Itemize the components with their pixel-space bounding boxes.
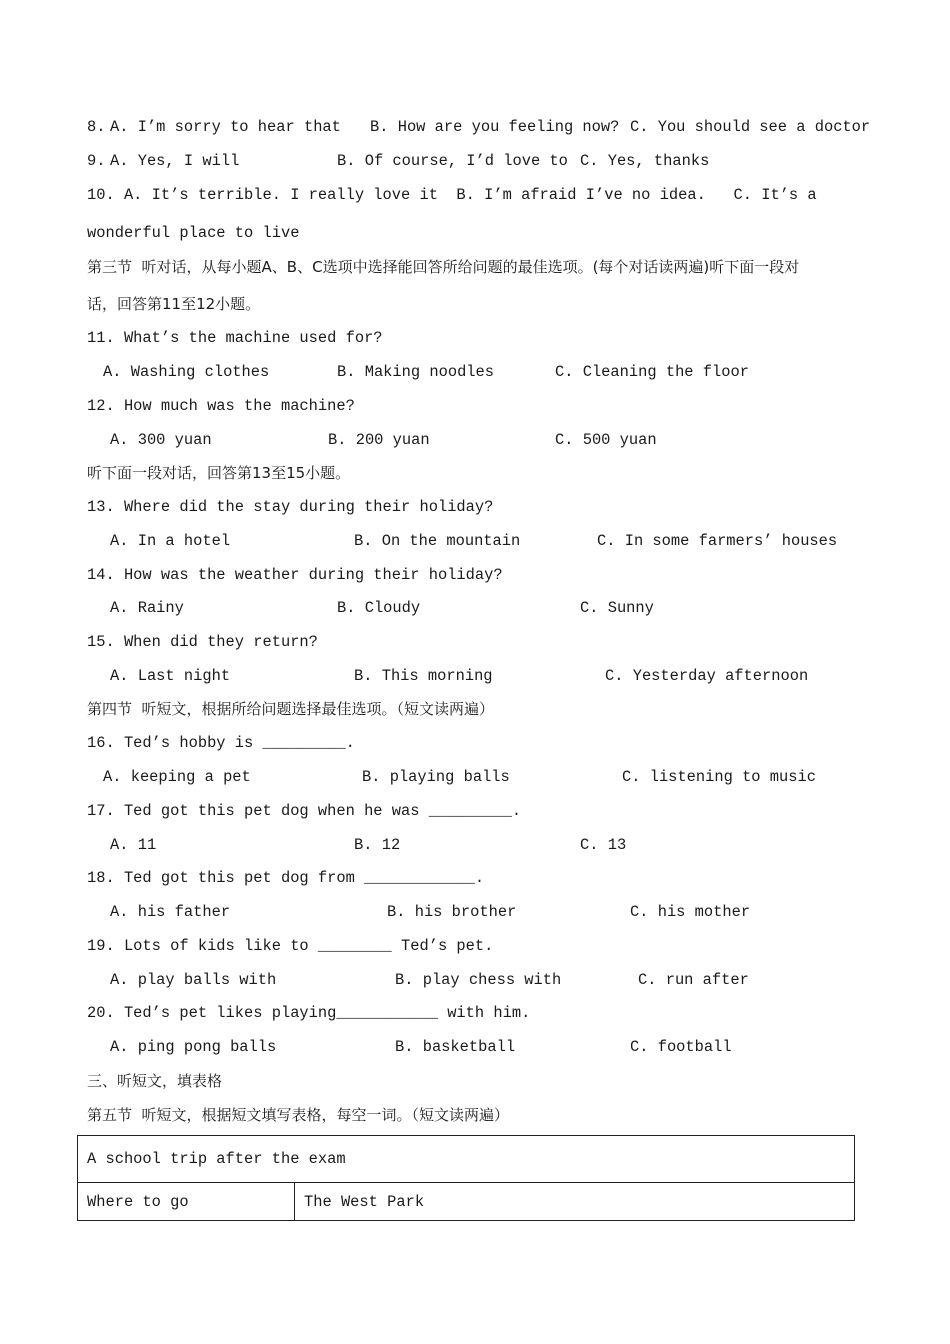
q18-question: 18. Ted got this pet dog from ____________. [87, 869, 485, 887]
q20-question: 20. Ted’s pet likes playing___________ with him. [87, 1004, 531, 1022]
q16-question: 16. Ted’s hobby is _________. [87, 734, 355, 752]
table-value-cell: The West Park [295, 1183, 855, 1221]
q9-number: 9. [87, 152, 106, 170]
table-title-cell: A school trip after the exam [78, 1136, 855, 1183]
section4-heading: 第四节 听短文，根据所给问题选择最佳选项。（短文读两遍） [87, 700, 495, 718]
q9-option-b: B. Of course, I’d love to [337, 152, 568, 170]
q10-line2: wonderful place to live [87, 224, 300, 242]
q17-question: 17. Ted got this pet dog when he was _________. [87, 802, 522, 820]
q11-option-c: C. Cleaning the floor [555, 363, 749, 381]
fill-in-table [77, 1135, 855, 1221]
q10-line1: 10. A. It’s terrible. I really love it B. I’m afraid I’ve no idea. C. It’s a [87, 186, 817, 204]
q14-question: 14. How was the weather during their holiday? [87, 566, 503, 584]
q12-option-b: B. 200 yuan [328, 431, 430, 449]
q17-option-a: A. 11 [110, 836, 157, 854]
q11-question: 11. What’s the machine used for? [87, 329, 383, 347]
q15-question: 15. When did they return? [87, 633, 318, 651]
q13-option-a: A. In a hotel [110, 532, 231, 550]
q17-option-b: B. 12 [354, 836, 401, 854]
q9-option-a: A. Yes, I will [110, 152, 240, 170]
q8-option-c: C. You should see a doctor [630, 118, 871, 136]
q13-question: 13. Where did the stay during their holiday? [87, 498, 494, 516]
q13-option-b: B. On the mountain [354, 532, 521, 550]
table-label-cell: Where to go [78, 1183, 295, 1221]
q16-option-c: C. listening to music [622, 768, 816, 786]
q12-option-a: A. 300 yuan [110, 431, 212, 449]
q19-option-b: B. play chess with [395, 971, 562, 989]
q17-option-c: C. 13 [580, 836, 627, 854]
q20-option-c: C. football [630, 1038, 732, 1056]
section3-sub-heading: 听下面一段对话，回答第13至15小题。 [87, 464, 351, 482]
q8-option-a: A. I’m sorry to hear that [110, 118, 341, 136]
q13-option-c: C. In some farmers’ houses [597, 532, 838, 550]
q19-question: 19. Lots of kids like to ________ Ted’s pet. [87, 937, 494, 955]
q14-option-a: A. Rainy [110, 599, 184, 617]
section3-heading-line1: 第三节 听对话，从每小题A、B、C选项中选择能回答所给问题的最佳选项。(每个对话读两遍)听下面一段对 [87, 258, 800, 276]
q20-option-a: A. ping pong balls [110, 1038, 277, 1056]
q12-question: 12. How much was the machine? [87, 397, 355, 415]
q15-option-c: C. Yesterday afternoon [605, 667, 809, 685]
table-row [78, 1183, 855, 1221]
q11-option-a: A. Washing clothes [103, 363, 270, 381]
part3-title: 三、听短文，填表格 [87, 1072, 223, 1090]
q11-option-b: B. Making noodles [337, 363, 495, 381]
section3-heading-line2: 话，回答第11至12小题。 [87, 295, 261, 313]
q15-option-a: A. Last night [110, 667, 231, 685]
q16-option-a: A. keeping a pet [103, 768, 251, 786]
q8-number: 8. [87, 118, 106, 136]
q14-option-c: C. Sunny [580, 599, 654, 617]
q15-option-b: B. This morning [354, 667, 493, 685]
q19-option-a: A. play balls with [110, 971, 277, 989]
q9-option-c: C. Yes, thanks [580, 152, 710, 170]
q19-option-c: C. run after [638, 971, 749, 989]
q18-option-b: B. his brother [387, 903, 517, 921]
section5-heading: 第五节 听短文，根据短文填写表格，每空一词。（短文读两遍） [87, 1106, 510, 1124]
q18-option-c: C. his mother [630, 903, 751, 921]
q16-option-b: B. playing balls [362, 768, 510, 786]
q20-option-b: B. basketball [395, 1038, 516, 1056]
q14-option-b: B. Cloudy [337, 599, 421, 617]
q18-option-a: A. his father [110, 903, 231, 921]
q12-option-c: C. 500 yuan [555, 431, 657, 449]
q8-option-b: B. How are you feeling now? [370, 118, 620, 136]
